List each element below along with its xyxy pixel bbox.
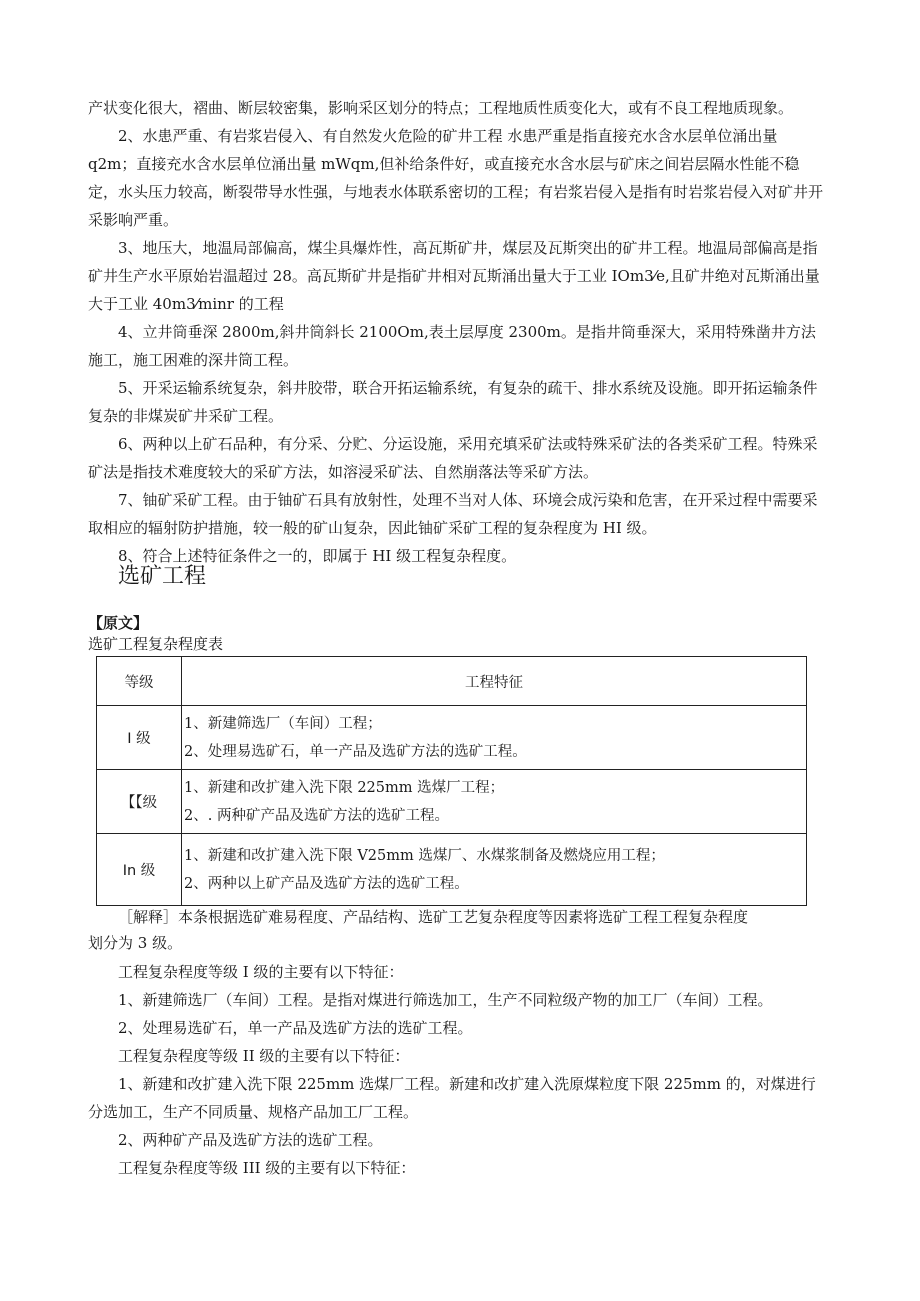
paragraph-continuation: 产状变化很大，褶曲、断层较密集，影响采区划分的特点；工程地质性质变化大，或有不良工程地质现象。 — [88, 99, 794, 117]
features-cell — [182, 834, 807, 906]
feature-item: 1、新建筛选厂（车间）工程； — [184, 715, 382, 732]
grade1-item: 1、新建筛选厂（车间）工程。是指对煤进行筛选加工，生产不同粒级产物的加工厂（车间）工程。 — [118, 991, 773, 1009]
explanation-line-1: ［解释］本条根据选矿难易程度、产品结构、选矿工艺复杂程度等因素将选矿工程工程复杂程度 — [118, 908, 749, 926]
table-row — [97, 770, 807, 834]
paragraph-item-3: 3、地压大，地温局部偏高，煤尘具爆炸性，高瓦斯矿井，煤层及瓦斯突出的矿井工程。地温局部偏高是指矿井生产水平原始岩温超过 28。高瓦斯矿井是指矿井相对瓦斯涌出量大于工业 IOm3⁄e,且矿井绝对瓦斯涌出量大于工业 40m3⁄minr 的工程 — [88, 239, 820, 313]
feature-item: 2、两种以上矿产品及选矿方法的选矿工程。 — [184, 875, 469, 892]
source-label: 【原文】 — [88, 614, 149, 632]
header-features: 工程特征 — [182, 657, 807, 706]
paragraph-item-7: 7、铀矿采矿工程。由于铀矿石具有放射性，处理不当对人体、环境会成污染和危害，在开采过程中需要采取相应的辐射防护措施，较一般的矿山复杂，因此铀矿采矿工程的复杂程度为 HI 级。 — [88, 491, 818, 537]
grade-cell: I 级 — [97, 706, 182, 770]
grade1-intro: 工程复杂程度等级 I 级的主要有以下特征： — [118, 963, 404, 981]
grade3-intro: 工程复杂程度等级 III 级的主要有以下特征： — [118, 1159, 416, 1177]
paragraph-item-5: 5、开采运输系统复杂，斜井胶带，联合开拓运输系统，有复杂的疏干、排水系统及设施。即开拓运输条件复杂的非煤炭矿井采矿工程。 — [88, 379, 818, 425]
header-grade: 等级 — [97, 657, 182, 706]
feature-item: 2、处理易选矿石，单一产品及选矿方法的选矿工程。 — [184, 743, 527, 760]
paragraph-item-4: 4、立井筒垂深 2800m,斜井筒斜长 2100Om,表土层厚度 2300m。是指井筒垂深大，采用特殊凿井方法施工，施工困难的深井筒工程。 — [88, 323, 816, 369]
grade-cell: In 级 — [97, 834, 182, 906]
paragraph-item-2: 2、水患严重、有岩浆岩侵入、有自然发火危险的矿井工程 水患严重是指直接充水含水层单位涌出量 q2m；直接充水含水层单位涌出量 mWqm,但补给条件好，或直接充水含水层与矿床之间岩层隔水性能不稳定，水头压力较高，断裂带导水性强，与地表水体联系密切的工程；有岩浆岩侵入是指有时岩浆岩侵入对矿井开采影响严重。 — [88, 127, 824, 229]
feature-item: 1、新建和改扩建入洗下限 V25mm 选煤厂、水煤浆制备及燃烧应用工程； — [184, 847, 665, 864]
features-cell — [182, 770, 807, 834]
features-cell — [182, 706, 807, 770]
complexity-table — [96, 656, 807, 906]
feature-item: 2、. 两种矿产品及选矿方法的选矿工程。 — [184, 807, 449, 824]
grade2-intro: 工程复杂程度等级 II 级的主要有以下特征： — [118, 1047, 410, 1065]
grade2-item: 2、两种矿产品及选矿方法的选矿工程。 — [118, 1131, 383, 1149]
section-title: 选矿工程 — [118, 564, 207, 589]
table-row — [97, 834, 807, 906]
table-title: 选矿工程复杂程度表 — [88, 635, 224, 653]
explanation-line-2: 划分为 3 级。 — [88, 934, 183, 952]
grade-cell: 【【级 — [97, 770, 182, 834]
paragraph-item-6: 6、两种以上矿石品种，有分采、分贮、分运设施，采用充填采矿法或特殊采矿法的各类采矿工程。特殊采矿法是指技术难度较大的采矿方法，如溶浸采矿法、自然崩落法等采矿方法。 — [88, 435, 818, 481]
grade2-item: 1、新建和改扩建入洗下限 225mm 选煤厂工程。新建和改扩建入洗原煤粒度下限 225mm 的，对煤进行分选加工，生产不同质量、规格产品加工厂工程。 — [88, 1075, 816, 1121]
table-header-row — [97, 657, 807, 706]
feature-item: 1、新建和改扩建入洗下限 225mm 选煤厂工程； — [184, 779, 505, 796]
paragraph-item-8: 8、符合上述特征条件之一的，即属于 HI 级工程复杂程度。 — [118, 547, 517, 565]
grade1-item: 2、处理易选矿石，单一产品及选矿方法的选矿工程。 — [118, 1019, 473, 1037]
table-row — [97, 706, 807, 770]
